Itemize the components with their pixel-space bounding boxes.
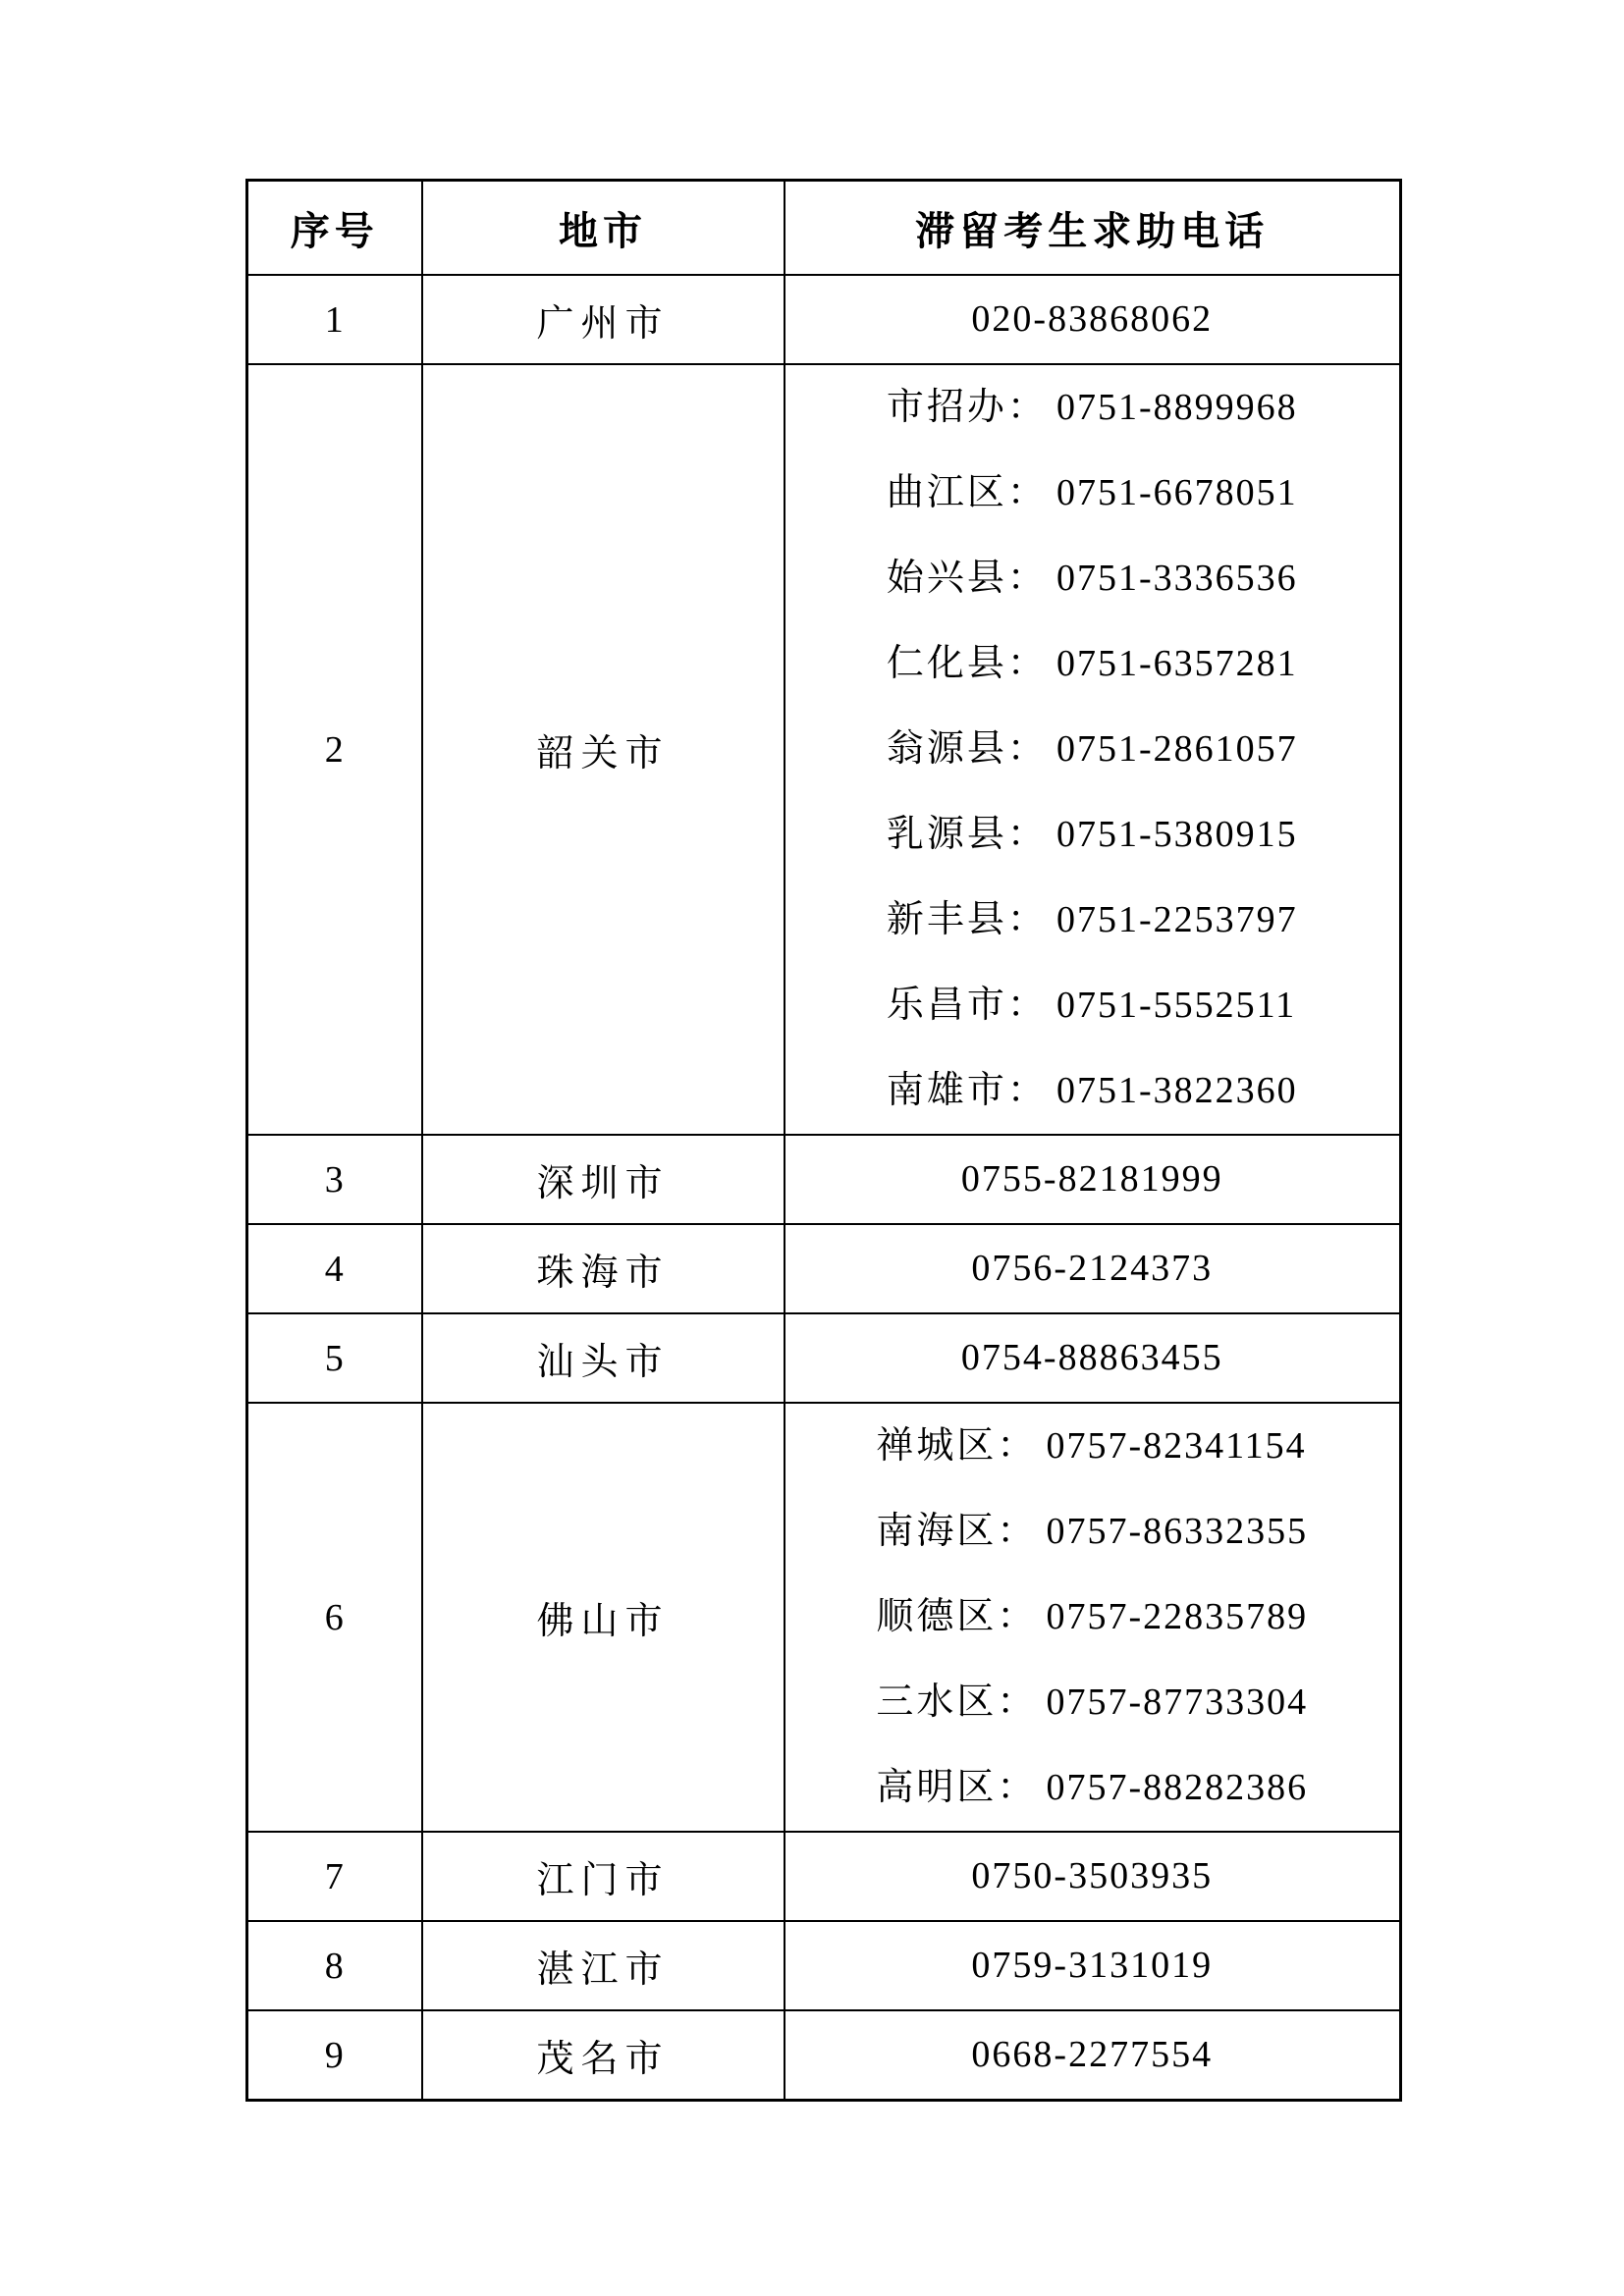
serial-number-cell: 2 — [247, 364, 422, 1135]
phone-colon: ： — [1006, 899, 1045, 940]
phone-cell — [785, 1403, 1401, 1832]
phone-district-label: 始兴县 — [886, 558, 1007, 599]
phone-line — [876, 1404, 1308, 1489]
table-row — [247, 1921, 1401, 2010]
table-header — [247, 181, 1401, 276]
table-row — [247, 275, 1401, 364]
city-cell: 汕头市 — [422, 1313, 785, 1403]
phone-colon: ： — [1006, 814, 1045, 855]
phone-block — [971, 1923, 1213, 2008]
phone-line — [961, 1315, 1223, 1401]
phone-number: 0751-5552511 — [1056, 985, 1297, 1026]
table-row — [247, 2010, 1401, 2101]
serial-number-cell: 1 — [247, 275, 422, 364]
phone-line — [887, 963, 1298, 1048]
city-cell: 珠海市 — [422, 1224, 785, 1313]
phone-colon: ： — [1006, 643, 1045, 684]
phone-number: 0757-88282386 — [1046, 1767, 1309, 1808]
phone-line — [961, 1137, 1223, 1222]
table-row — [247, 1224, 1401, 1313]
phone-number: 0757-82341154 — [1046, 1425, 1307, 1467]
phone-district-label: 乐昌市 — [886, 985, 1007, 1026]
phone-block — [971, 277, 1213, 362]
phone-cell — [785, 1832, 1401, 1921]
phone-district-label: 仁化县 — [886, 643, 1007, 684]
phone-cell — [785, 2010, 1401, 2101]
phone-district-label: 高明区 — [876, 1767, 998, 1808]
phone-line — [887, 365, 1298, 451]
table-body — [247, 275, 1401, 2101]
help-phone-table — [245, 179, 1402, 2102]
phone-colon: ： — [1006, 387, 1045, 428]
phone-number: 0751-5380915 — [1056, 814, 1298, 855]
phone-line — [971, 1226, 1213, 1311]
phone-number: 0759-3131019 — [971, 1945, 1214, 1986]
phone-district-label: 新丰县 — [886, 899, 1007, 940]
phone-number: 0750-3503935 — [971, 1855, 1214, 1896]
phone-block — [971, 2012, 1213, 2098]
table-row — [247, 1313, 1401, 1403]
phone-colon: ： — [1006, 985, 1045, 1026]
phone-line — [887, 451, 1298, 536]
city-cell: 湛江市 — [422, 1921, 785, 2010]
serial-number-cell: 8 — [247, 1921, 422, 2010]
phone-number: 0757-87733304 — [1046, 1682, 1309, 1723]
phone-line — [971, 2012, 1213, 2098]
phone-district-label: 乳源县 — [886, 814, 1007, 855]
phone-line — [887, 621, 1298, 707]
serial-number-cell: 4 — [247, 1224, 422, 1313]
phone-colon: ： — [1006, 472, 1045, 513]
phone-number: 0751-8899968 — [1056, 387, 1298, 428]
header-row — [247, 181, 1401, 276]
phone-colon: ： — [997, 1596, 1035, 1637]
phone-line — [887, 1048, 1298, 1134]
phone-cell — [785, 1224, 1401, 1313]
phone-district-label: 顺德区 — [876, 1596, 998, 1637]
phone-cell — [785, 364, 1401, 1135]
phone-colon: ： — [997, 1682, 1035, 1723]
phone-line — [876, 1575, 1308, 1660]
phone-number: 020-83868062 — [971, 298, 1214, 340]
city-cell: 深圳市 — [422, 1135, 785, 1224]
table-row — [247, 1832, 1401, 1921]
header-cell-phone: 滞留考生求助电话 — [785, 181, 1401, 276]
phone-number: 0757-22835789 — [1046, 1596, 1309, 1637]
phone-cell — [785, 1921, 1401, 2010]
phone-district-label: 三水区 — [876, 1682, 998, 1723]
phone-block — [961, 1315, 1223, 1401]
phone-line — [876, 1745, 1308, 1831]
phone-line — [887, 536, 1298, 621]
phone-block — [876, 1404, 1308, 1831]
phone-district-label: 南海区 — [876, 1511, 998, 1552]
phone-line — [971, 1923, 1213, 2008]
phone-line — [887, 792, 1298, 878]
phone-block — [887, 365, 1298, 1134]
phone-block — [971, 1834, 1213, 1919]
header-cell-no: 序号 — [247, 181, 422, 276]
phone-line — [887, 707, 1298, 792]
phone-district-label: 禅城区 — [876, 1425, 998, 1467]
phone-colon: ： — [1006, 558, 1045, 599]
phone-number: 0751-6357281 — [1056, 643, 1298, 684]
phone-number: 0751-2861057 — [1056, 728, 1298, 770]
city-cell: 广州市 — [422, 275, 785, 364]
phone-line — [971, 277, 1213, 362]
phone-district-label: 曲江区 — [886, 472, 1007, 513]
phone-colon: ： — [997, 1767, 1035, 1808]
serial-number-cell: 6 — [247, 1403, 422, 1832]
phone-line — [876, 1489, 1308, 1575]
phone-district-label: 市招办 — [886, 387, 1007, 428]
phone-number: 0756-2124373 — [971, 1248, 1214, 1289]
phone-cell — [785, 1135, 1401, 1224]
phone-colon: ： — [1006, 1070, 1045, 1111]
phone-number: 0757-86332355 — [1046, 1511, 1309, 1552]
serial-number-cell: 9 — [247, 2010, 422, 2101]
phone-line — [971, 1834, 1213, 1919]
table-row — [247, 1135, 1401, 1224]
city-cell: 韶关市 — [422, 364, 785, 1135]
phone-colon: ： — [997, 1425, 1035, 1467]
city-cell: 佛山市 — [422, 1403, 785, 1832]
phone-number: 0751-2253797 — [1056, 899, 1298, 940]
phone-colon: ： — [1006, 728, 1045, 770]
serial-number-cell: 3 — [247, 1135, 422, 1224]
header-cell-city: 地市 — [422, 181, 785, 276]
phone-number: 0751-3336536 — [1056, 558, 1298, 599]
city-cell: 茂名市 — [422, 2010, 785, 2101]
phone-colon: ： — [997, 1511, 1035, 1552]
serial-number-cell: 7 — [247, 1832, 422, 1921]
phone-number: 0755-82181999 — [960, 1158, 1223, 1200]
phone-cell — [785, 1313, 1401, 1403]
phone-block — [971, 1226, 1213, 1311]
phone-number: 0754-88863455 — [960, 1337, 1223, 1378]
table-row — [247, 1403, 1401, 1832]
phone-block — [961, 1137, 1223, 1222]
phone-district-label: 翁源县 — [886, 728, 1007, 770]
phone-number: 0751-6678051 — [1056, 472, 1298, 513]
phone-district-label: 南雄市 — [886, 1070, 1007, 1111]
phone-line — [876, 1660, 1308, 1745]
phone-line — [887, 878, 1298, 963]
phone-number: 0751-3822360 — [1056, 1070, 1298, 1111]
city-cell: 江门市 — [422, 1832, 785, 1921]
serial-number-cell: 5 — [247, 1313, 422, 1403]
table-row — [247, 364, 1401, 1135]
phone-number: 0668-2277554 — [971, 2034, 1214, 2075]
phone-cell — [785, 275, 1401, 364]
